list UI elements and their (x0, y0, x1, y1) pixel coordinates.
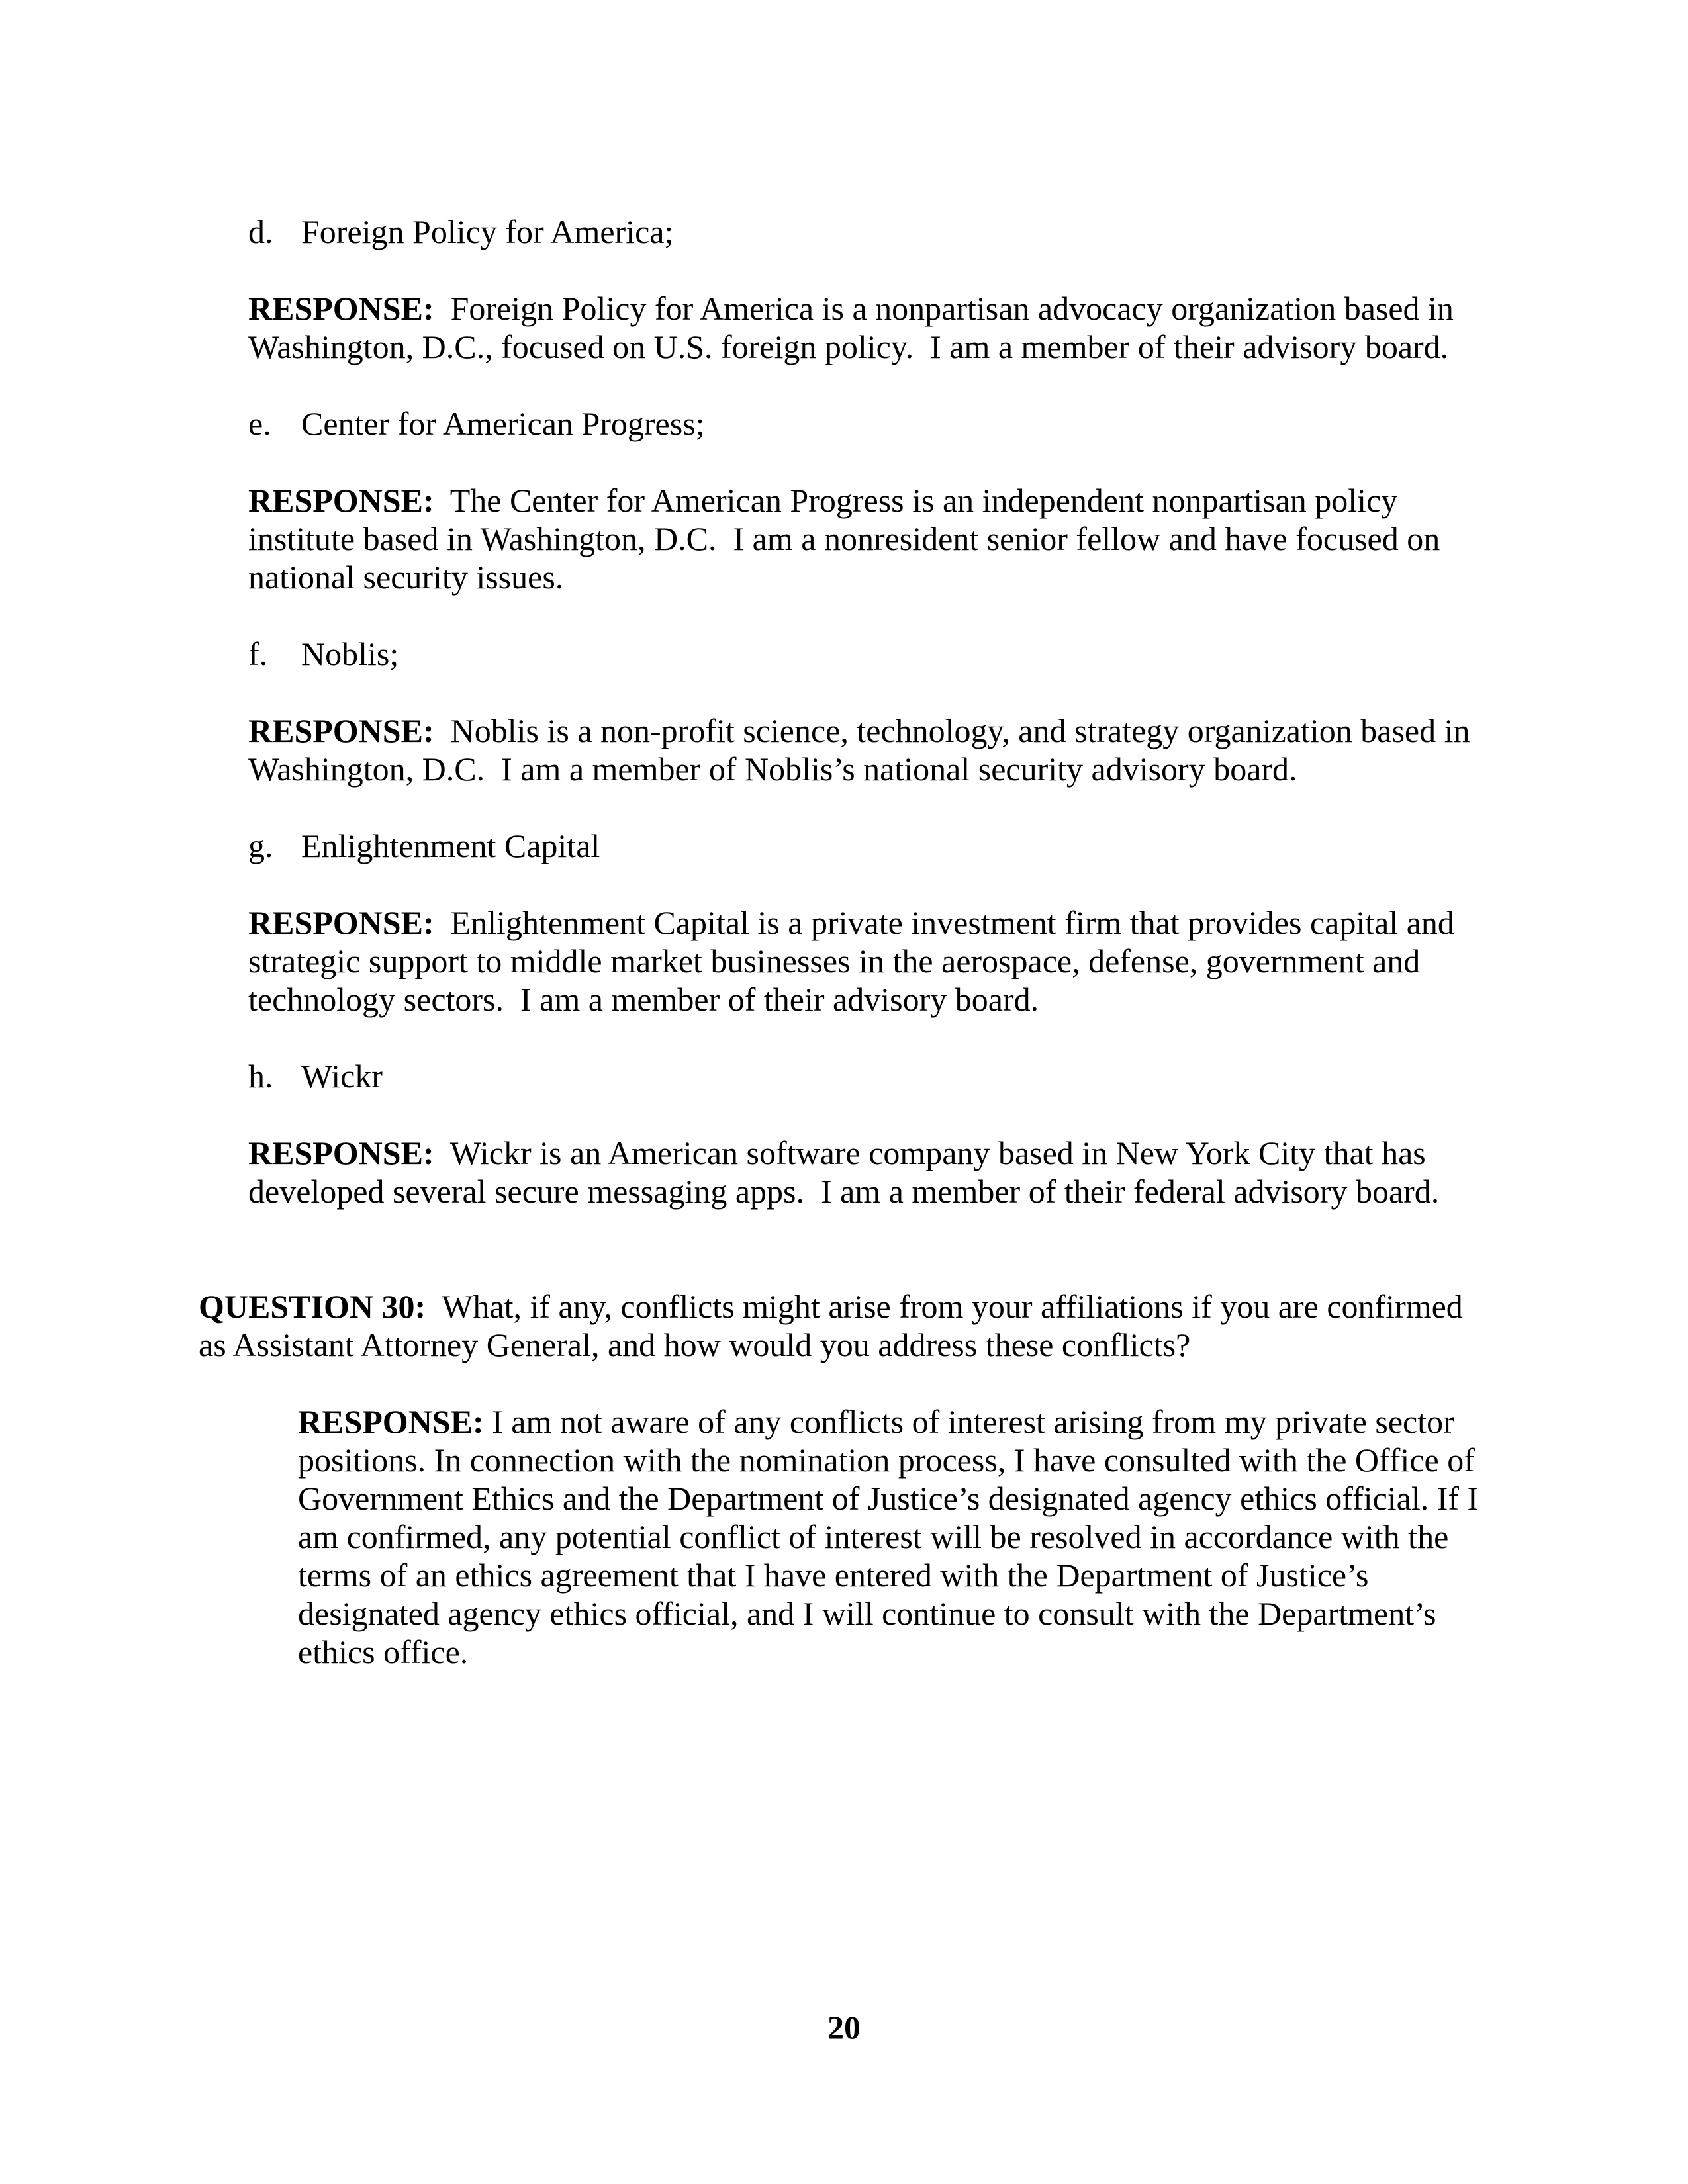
response-lead-g: RESPONSE: (248, 904, 434, 941)
item-text-d: Foreign Policy for America; (301, 213, 674, 250)
item-text-e: Center for American Progress; (301, 405, 705, 442)
response-paragraph-f (248, 711, 1489, 788)
question-response-lead: RESPONSE: (298, 1403, 484, 1440)
response-paragraph-h (248, 1134, 1489, 1210)
item-text-g: Enlightenment Capital (301, 827, 600, 864)
item-text-f: Noblis; (301, 635, 399, 672)
item-label-e: e. (248, 405, 271, 442)
item-label-g: g. (248, 827, 273, 864)
item-label-d: d. (248, 213, 273, 250)
page-number: 20 (827, 2009, 861, 2046)
list-item-g (248, 827, 1489, 865)
response-paragraph-d (248, 289, 1489, 366)
response-text-e: The Center for American Progress is an independent nonpartisan policy institute based in Washington, D.C. I am a nonresident senior fellow and have focused on national security issues. (248, 482, 1448, 596)
response-paragraph-g (248, 903, 1489, 1019)
response-text-h: Wickr is an American software company based in New York City that has developed several secure messaging apps. I am a member of their federal advisory board. (248, 1134, 1440, 1210)
list-item-e (248, 404, 1489, 443)
response-text-f: Noblis is a non-profit science, technology, and strategy organization based in Washington, D.C. I am a member of Noblis’s national security advisory board. (248, 712, 1478, 788)
question-paragraph (199, 1287, 1489, 1364)
response-lead-f: RESPONSE: (248, 712, 434, 749)
item-label-f: f. (248, 635, 268, 672)
list-item-h (248, 1057, 1489, 1095)
list-item-d (248, 212, 1489, 251)
response-paragraph-e (248, 481, 1489, 596)
question-text: What, if any, conflicts might arise from your affiliations if you are confirmed as Assistant Attorney General, and how would you address these conflicts? (199, 1288, 1472, 1363)
question-lead: QUESTION 30: (199, 1288, 426, 1325)
list-item-f (248, 635, 1489, 673)
response-lead-e: RESPONSE: (248, 482, 434, 519)
item-label-h: h. (248, 1058, 273, 1095)
response-lead-h: RESPONSE: (248, 1134, 434, 1171)
item-text-h: Wickr (301, 1058, 383, 1095)
response-text-g: Enlightenment Capital is a private investment firm that provides capital and strategic support to middle market businesses in the aerospace, defense, government and technology sectors. I am a member of their advisory board. (248, 904, 1463, 1018)
question-response-paragraph (298, 1402, 1489, 1671)
response-lead-d: RESPONSE: (248, 290, 434, 327)
question-response-text: I am not aware of any conflicts of interest arising from my private sector positions. In connection with the nomination process, I have consulted with the Office of Government Ethics and the Department of Justice’s designated agency ethics official. If I am confirmed, any potential conflict of interest will be resolved in accordance with the terms of an ethics agreement that I have entered with the Department of Justice’s designated agency ethics official, and I will continue to consult with the Department’s ethics office. (298, 1403, 1487, 1670)
response-text-d: Foreign Policy for America is a nonpartisan advocacy organization based in Washington, D.C., focused on U.S. foreign policy. I am a member of their advisory board. (248, 290, 1462, 365)
